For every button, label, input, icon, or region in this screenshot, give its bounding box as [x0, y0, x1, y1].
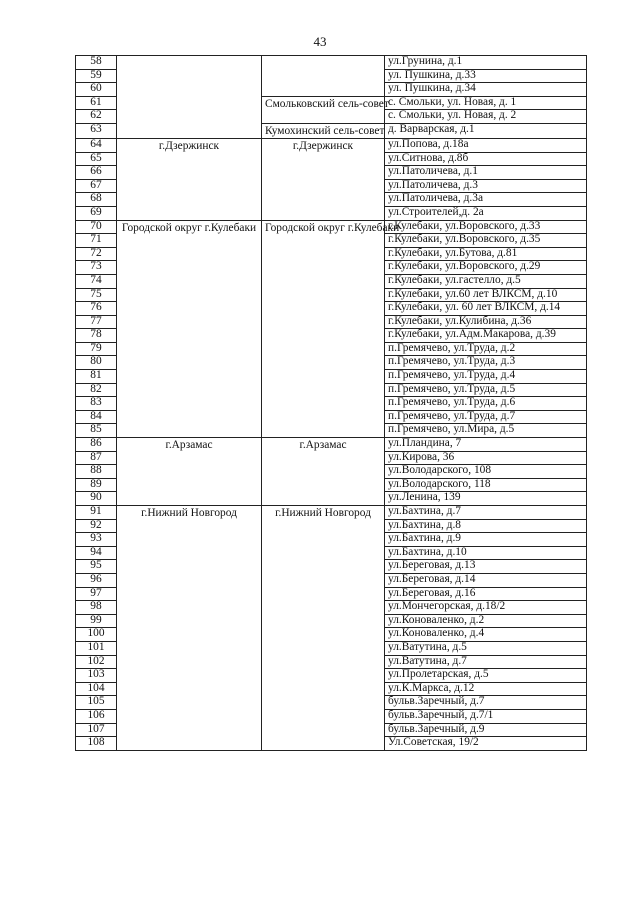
table-row	[76, 506, 587, 520]
address-cell: с. Смольки, ул. Новая, д. 2	[385, 110, 587, 124]
address-cell: ул.Кирова, 36	[385, 451, 587, 465]
address-cell: ул.Береговая, д.14	[385, 573, 587, 587]
row-number: 92	[76, 519, 117, 533]
row-number: 73	[76, 261, 117, 275]
row-number: 95	[76, 560, 117, 574]
address-cell: ул.Ватутина, д.5	[385, 641, 587, 655]
locality-cell: Смольковский сель-совет	[262, 96, 385, 123]
row-number: 77	[76, 315, 117, 329]
address-cell: п.Гремячево, ул.Мира, д.5	[385, 424, 587, 438]
locality-cell: г.Дзержинск	[262, 138, 385, 220]
address-cell: ул.Бахтина, д.8	[385, 519, 587, 533]
row-number: 68	[76, 193, 117, 207]
row-number: 82	[76, 383, 117, 397]
address-cell: ул.Пролетарская, д.5	[385, 669, 587, 683]
row-number: 89	[76, 478, 117, 492]
row-number: 88	[76, 465, 117, 479]
address-cell: ул.Пландина, 7	[385, 438, 587, 452]
address-cell: бульв.Заречный, д.7	[385, 696, 587, 710]
address-cell: г.Кулебаки, ул.Адм.Макарова, д.39	[385, 329, 587, 343]
address-cell: п.Гремячево, ул.Труда, д.7	[385, 410, 587, 424]
address-cell: п.Гремячево, ул.Труда, д.6	[385, 397, 587, 411]
municipality-cell: Городской округ г.Кулебаки	[117, 220, 262, 438]
address-cell: ул.Грунина, д.1	[385, 56, 587, 70]
address-cell: ул.Бахтина, д.7	[385, 506, 587, 520]
address-cell: бульв.Заречный, д.7/1	[385, 709, 587, 723]
address-cell: ул.Попова, д.18а	[385, 138, 587, 152]
locality-cell: г.Нижний Новгород	[262, 506, 385, 751]
address-cell: г.Кулебаки, ул.60 лет ВЛКСМ, д.10	[385, 288, 587, 302]
row-number: 65	[76, 152, 117, 166]
municipality-cell	[117, 56, 262, 139]
row-number: 93	[76, 533, 117, 547]
row-number: 103	[76, 669, 117, 683]
row-number: 66	[76, 166, 117, 180]
row-number: 87	[76, 451, 117, 465]
address-cell: г.Кулебаки, ул.Бутова, д.81	[385, 247, 587, 261]
row-number: 80	[76, 356, 117, 370]
row-number: 61	[76, 96, 117, 110]
row-number: 59	[76, 69, 117, 83]
address-cell: с. Смольки, ул. Новая, д. 1	[385, 96, 587, 110]
address-cell: г.Кулебаки, ул.Кулибина, д.36	[385, 315, 587, 329]
municipality-cell: г.Дзержинск	[117, 138, 262, 220]
row-number: 107	[76, 723, 117, 737]
row-number: 71	[76, 234, 117, 248]
row-number: 76	[76, 302, 117, 316]
row-number: 72	[76, 247, 117, 261]
row-number: 102	[76, 655, 117, 669]
row-number: 108	[76, 737, 117, 751]
row-number: 60	[76, 83, 117, 97]
row-number: 90	[76, 492, 117, 506]
address-cell: ул. Пушкина, д.33	[385, 69, 587, 83]
row-number: 67	[76, 179, 117, 193]
locality-cell: Городской округ г.Кулебаки	[262, 220, 385, 438]
row-number: 79	[76, 342, 117, 356]
address-cell: ул.Коноваленко, д.2	[385, 614, 587, 628]
address-cell: ул.Патоличева, д.3	[385, 179, 587, 193]
row-number: 64	[76, 138, 117, 152]
address-cell: ул.Бахтина, д.9	[385, 533, 587, 547]
address-cell: Ул.Советская, 19/2	[385, 737, 587, 751]
page-number: 43	[313, 34, 327, 49]
row-number: 75	[76, 288, 117, 302]
address-cell: ул.Володарского, 108	[385, 465, 587, 479]
address-cell: г.Кулебаки, ул.Воровского, д.33	[385, 220, 587, 234]
address-cell: бульв.Заречный, д.9	[385, 723, 587, 737]
row-number: 70	[76, 220, 117, 234]
address-cell: п.Гремячево, ул.Труда, д.5	[385, 383, 587, 397]
address-cell: г.Кулебаки, ул.Воровского, д.35	[385, 234, 587, 248]
address-cell: д. Варварская, д.1	[385, 123, 587, 138]
address-cell: ул. Пушкина, д.34	[385, 83, 587, 97]
address-cell: ул.Строителей,д. 2а	[385, 206, 587, 220]
row-number: 91	[76, 506, 117, 520]
row-number: 105	[76, 696, 117, 710]
address-cell: п.Гремячево, ул.Труда, д.2	[385, 342, 587, 356]
row-number: 62	[76, 110, 117, 124]
row-number: 83	[76, 397, 117, 411]
locality-cell: г.Арзамас	[262, 438, 385, 506]
row-number: 58	[76, 56, 117, 70]
address-table	[75, 55, 587, 751]
table-row	[76, 438, 587, 452]
row-number: 98	[76, 601, 117, 615]
row-number: 78	[76, 329, 117, 343]
row-number: 84	[76, 410, 117, 424]
row-number: 69	[76, 206, 117, 220]
address-cell: ул.Володарского, 118	[385, 478, 587, 492]
table-row	[76, 138, 587, 152]
address-cell: ул.Патоличева, д.1	[385, 166, 587, 180]
address-cell: ул.Береговая, д.13	[385, 560, 587, 574]
address-cell: ул.К.Маркса, д.12	[385, 682, 587, 696]
address-cell: ул.Ватутина, д.7	[385, 655, 587, 669]
row-number: 81	[76, 370, 117, 384]
table-row	[76, 220, 587, 234]
address-cell: г.Кулебаки, ул.гастелло, д.5	[385, 274, 587, 288]
table-row	[76, 56, 587, 70]
locality-cell: Кумохинский сель-совет	[262, 123, 385, 138]
address-cell: г.Кулебаки, ул. 60 лет ВЛКСМ, д.14	[385, 302, 587, 316]
row-number: 96	[76, 573, 117, 587]
row-number: 99	[76, 614, 117, 628]
address-cell: ул.Патоличева, д.3а	[385, 193, 587, 207]
address-cell: ул.Коноваленко, д.4	[385, 628, 587, 642]
address-cell: ул.Ситнова, д.8б	[385, 152, 587, 166]
address-cell: ул.Бахтина, д.10	[385, 546, 587, 560]
address-cell: г.Кулебаки, ул.Воровского, д.29	[385, 261, 587, 275]
row-number: 85	[76, 424, 117, 438]
row-number: 74	[76, 274, 117, 288]
municipality-cell: г.Нижний Новгород	[117, 506, 262, 751]
municipality-cell: г.Арзамас	[117, 438, 262, 506]
locality-cell	[262, 56, 385, 97]
row-number: 104	[76, 682, 117, 696]
row-number: 63	[76, 123, 117, 138]
row-number: 94	[76, 546, 117, 560]
address-cell: п.Гремячево, ул.Труда, д.3	[385, 356, 587, 370]
row-number: 101	[76, 641, 117, 655]
row-number: 86	[76, 438, 117, 452]
address-cell: ул.Мончегорская, д.18/2	[385, 601, 587, 615]
address-cell: ул.Ленина, 139	[385, 492, 587, 506]
row-number: 97	[76, 587, 117, 601]
address-cell: п.Гремячево, ул.Труда, д.4	[385, 370, 587, 384]
address-cell: ул.Береговая, д.16	[385, 587, 587, 601]
row-number: 106	[76, 709, 117, 723]
row-number: 100	[76, 628, 117, 642]
